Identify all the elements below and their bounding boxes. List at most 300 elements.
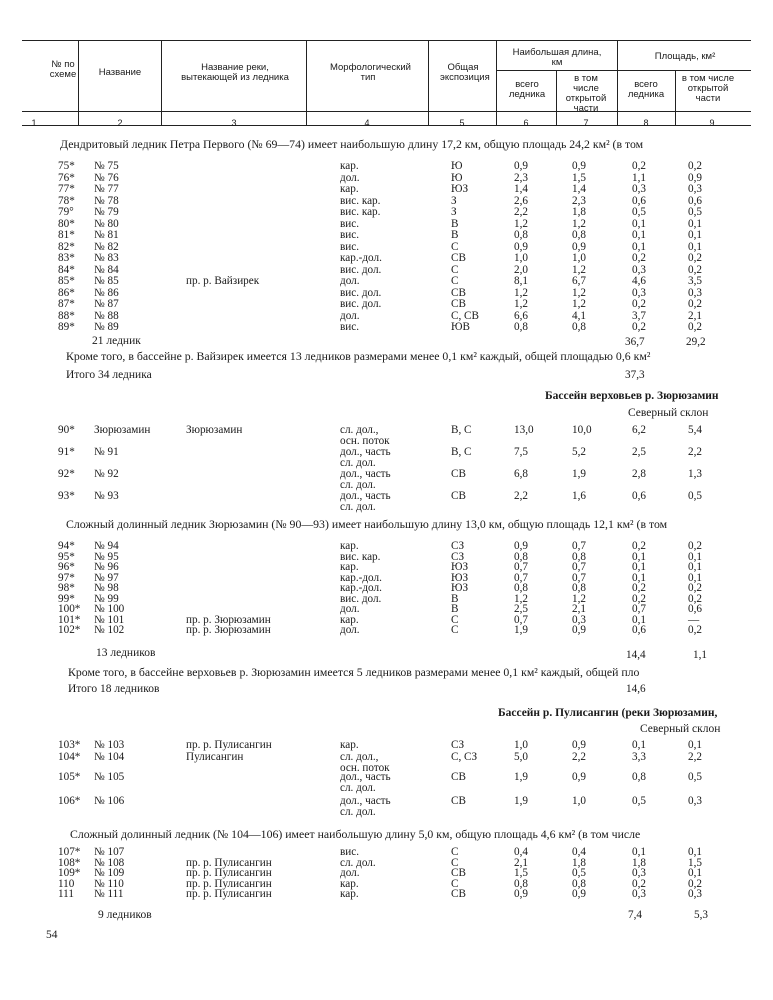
length-open: 1,0 (572, 795, 586, 807)
area-open: 0,2 (688, 321, 702, 333)
row-number: 110 (58, 877, 75, 890)
area-total: 0,3 (632, 867, 646, 879)
glacier-name: № 104 (94, 751, 125, 763)
table-row (0, 173, 773, 184)
note: Кроме того, в бассейне верховьев р. Зюрюзамин имеется 5 ледников размерами менее 0,1 км² каждый, общей пло (68, 665, 640, 679)
length-open: 0,8 (572, 877, 586, 890)
morph-type: вис. дол. (340, 286, 382, 299)
row-number: 88* (58, 309, 75, 322)
morph-type: кар. (340, 540, 359, 552)
glacier-name: № 82 (94, 240, 119, 253)
morph-type: дол., часть (340, 468, 391, 480)
area-total: 0,1 (632, 613, 646, 626)
exposure: ЮЗ (451, 582, 469, 594)
length-total: 2,1 (514, 856, 528, 869)
subtotal-label: 13 ледников (96, 647, 156, 659)
glacier-name: № 84 (94, 263, 119, 276)
morph-type: сл. дол. (340, 806, 376, 818)
area-total: 1,8 (632, 856, 646, 869)
river-name: пр. р. Пулисангин (186, 877, 272, 890)
exposure: В (451, 229, 459, 241)
length-open: 0,7 (572, 571, 586, 584)
row-number: 85* (58, 275, 75, 287)
table-row (0, 771, 773, 794)
table-row (0, 219, 773, 230)
table-row (0, 288, 773, 299)
length-total: 0,8 (514, 550, 528, 563)
col-divider (161, 40, 162, 125)
morph-type: кар.-дол. (340, 571, 382, 584)
length-total: 2,2 (514, 490, 528, 502)
glacier-name: № 75 (94, 160, 119, 172)
exposure: С (451, 613, 459, 626)
glacier-name: № 94 (94, 540, 119, 552)
morph-type: вис. (340, 321, 360, 333)
morph-type: сл. дол. (340, 782, 376, 794)
table-row (0, 889, 773, 900)
section-intro: Дендритовый ледник Петра Первого (№ 69—74) имеет наибольшую длину 17,2 км, общую площадь 24,2 км² (в том (60, 137, 644, 151)
morph-type: кар. (340, 613, 359, 626)
length-open: 0,9 (572, 739, 586, 751)
subtotal-open-area: 1,1 (693, 649, 707, 661)
row-number: 111 (58, 888, 74, 900)
area-open: 0,1 (688, 217, 702, 230)
length-open: 0,8 (572, 550, 586, 563)
area-total: 0,6 (632, 624, 646, 636)
area-open: 0,6 (688, 194, 702, 207)
length-total: 1,9 (514, 795, 528, 807)
area-open: 0,1 (688, 550, 702, 563)
row-number: 91* (58, 446, 75, 458)
glacier-name: № 83 (94, 252, 119, 264)
area-open: 0,1 (688, 571, 702, 584)
glacier-name: № 95 (94, 550, 119, 563)
note: Кроме того, в бассейне р. Вайзирек имеется 13 ледников размерами менее 0,1 км² каждый, общей площадью 0,6 км² (66, 349, 651, 363)
morph-type: кар. (340, 160, 359, 172)
morph-type: сл. дол., (340, 424, 379, 436)
area-open: 0,1 (688, 561, 702, 573)
length-total: 0,7 (514, 613, 528, 626)
exposure: СВ (451, 490, 466, 502)
length-total: 0,8 (514, 229, 528, 241)
length-open: 0,9 (572, 160, 586, 172)
subtotal-label: 9 ледников (98, 909, 152, 921)
row-number: 89* (58, 321, 75, 333)
length-open: 5,2 (572, 446, 586, 458)
length-total: 1,2 (514, 286, 528, 299)
header-col-exposure: Общая экспозиция (440, 62, 490, 83)
glacier-name: № 77 (94, 183, 119, 195)
length-total: 13,0 (514, 424, 534, 436)
exposure: С (451, 275, 459, 287)
subtotal-area: 14,4 (626, 649, 646, 661)
area-open: 0,5 (688, 206, 702, 218)
header-col-name: Название (98, 67, 142, 78)
length-open: 1,5 (572, 171, 586, 184)
length-total: 2,6 (514, 194, 528, 207)
total-label: Итого 34 ледника (66, 369, 152, 381)
morph-type: вис. кар. (340, 194, 381, 207)
header-number: 6 (523, 118, 529, 128)
glacier-name: № 99 (94, 592, 119, 605)
length-open: 0,9 (572, 771, 586, 783)
length-open: 1,8 (572, 206, 586, 218)
col-divider (617, 40, 618, 125)
glacier-name: № 80 (94, 217, 119, 230)
area-total: 0,1 (632, 561, 646, 573)
table-row (0, 196, 773, 207)
header-number: 1 (31, 118, 37, 128)
length-total: 2,5 (514, 603, 528, 615)
length-open: 1,2 (572, 298, 586, 310)
basin-title: Бассейн р. Пулисангин (реки Зюрюзамин, (498, 707, 718, 719)
morph-type: вис. (340, 846, 360, 858)
area-total: 0,2 (632, 540, 646, 552)
glacier-name: № 109 (94, 867, 125, 879)
area-total: 0,2 (632, 877, 646, 890)
area-open: 5,4 (688, 424, 702, 436)
header-col-area-total: всего ледника (627, 79, 665, 100)
exposure: С, СВ (451, 309, 479, 322)
area-open: 0,1 (688, 867, 702, 879)
river-name: Пулисангин (186, 751, 244, 763)
length-total: 0,9 (514, 160, 528, 172)
length-open: 2,1 (572, 603, 586, 615)
length-open: 4,1 (572, 309, 586, 322)
length-total: 1,0 (514, 252, 528, 264)
row-number: 98* (58, 582, 75, 594)
area-open: 0,3 (688, 183, 702, 195)
morph-type: вис. (340, 217, 360, 230)
exposure: СВ (451, 286, 466, 299)
morph-type: вис. (340, 240, 360, 253)
header-number: 4 (364, 118, 370, 128)
glacier-name: № 98 (94, 582, 119, 594)
glacier-name: № 92 (94, 468, 119, 480)
area-total: 3,3 (632, 751, 646, 763)
glacier-name: № 101 (94, 613, 125, 626)
area-total: 0,5 (632, 795, 646, 807)
section-intro: Сложный долинный ледник Зюрюзамин (№ 90—93) имеет наибольшую длину 13,0 км, общую площадь 12,1 км² (в том (66, 517, 668, 531)
exposure: В, С (451, 446, 472, 458)
glacier-name: № 85 (94, 275, 119, 287)
length-open: 10,0 (572, 424, 592, 436)
row-number: 93* (58, 490, 75, 502)
header-col-number: № по схеме (49, 59, 77, 80)
row-number: 75* (58, 160, 75, 172)
length-total: 8,1 (514, 275, 528, 287)
area-total: 3,7 (632, 309, 646, 322)
length-total: 6,8 (514, 468, 528, 480)
exposure: СВ (451, 795, 466, 807)
col-divider (675, 70, 676, 125)
exposure: СВ (451, 252, 466, 264)
area-total: 6,2 (632, 424, 646, 436)
exposure: СВ (451, 468, 466, 480)
exposure: СЗ (451, 739, 465, 751)
river-name: пр. р. Пулисангин (186, 888, 272, 900)
length-total: 1,2 (514, 298, 528, 310)
length-open: 2,3 (572, 194, 586, 207)
length-open: 2,2 (572, 751, 586, 763)
morph-type: дол. (340, 275, 360, 287)
exposure: В (451, 592, 459, 605)
morph-type: сл. дол. (340, 856, 376, 869)
exposure: ЮЗ (451, 183, 469, 195)
table-row (0, 184, 773, 195)
row-number: 97* (58, 571, 75, 584)
header-col-river: Название реки, вытекающей из ледника (181, 62, 289, 83)
row-number: 102* (58, 624, 81, 636)
length-open: 1,2 (572, 592, 586, 605)
area-open: 2,2 (688, 751, 702, 763)
area-total: 0,3 (632, 183, 646, 195)
exposure: СЗ (451, 550, 465, 563)
page-number: 54 (46, 929, 58, 941)
glacier-name: № 79 (94, 206, 119, 218)
morph-type: кар. (340, 877, 359, 890)
row-number: 78* (58, 194, 75, 207)
area-open: 0,3 (688, 795, 702, 807)
exposure: С, СЗ (451, 751, 478, 763)
exposure: ЮЗ (451, 571, 469, 584)
subtotal-open-area: 29,2 (686, 336, 706, 348)
area-open: 0,2 (688, 263, 702, 276)
row-number: 82* (58, 240, 75, 253)
col-divider (428, 40, 429, 125)
length-open: 6,7 (572, 275, 586, 287)
glacier-name: № 102 (94, 624, 125, 636)
area-open: 0,2 (688, 252, 702, 264)
area-total: 4,6 (632, 275, 646, 287)
area-open: — (688, 613, 700, 626)
length-total: 0,8 (514, 877, 528, 890)
river-name: Зюрюзамин (186, 424, 243, 436)
morph-type: кар.-дол. (340, 582, 382, 594)
length-open: 0,4 (572, 846, 586, 858)
glacier-name: № 76 (94, 171, 119, 184)
exposure: СВ (451, 867, 466, 879)
length-total: 0,9 (514, 888, 528, 900)
length-open: 0,5 (572, 867, 586, 879)
length-total: 1,9 (514, 624, 528, 636)
row-number: 104* (58, 751, 81, 763)
section-intro: Сложный долинный ледник (№ 104—106) имеет наибольшую длину 5,0 км, общую площадь 4,6 км² (в том числе (70, 827, 641, 841)
col-divider (556, 70, 557, 125)
morph-type: кар.-дол. (340, 252, 382, 264)
table-row (0, 740, 773, 751)
glacier-name: № 88 (94, 309, 119, 322)
row-number: 80* (58, 217, 75, 230)
length-open: 0,8 (572, 321, 586, 333)
length-total: 0,9 (514, 240, 528, 253)
morph-type: вис. дол. (340, 592, 382, 605)
header-number: 7 (583, 118, 589, 128)
row-number: 79° (58, 206, 74, 218)
table-row (0, 322, 773, 333)
morph-type: осн. поток (340, 435, 390, 447)
area-total: 0,1 (632, 739, 646, 751)
area-total: 0,5 (632, 206, 646, 218)
length-total: 0,9 (514, 540, 528, 552)
exposure: В (451, 603, 459, 615)
header-number: 2 (117, 118, 123, 128)
glacier-name: № 108 (94, 856, 125, 869)
morph-type: дол. (340, 624, 360, 636)
length-total: 1,9 (514, 771, 528, 783)
morph-type: дол. (340, 171, 360, 184)
table-row (0, 468, 773, 491)
table-row (0, 207, 773, 218)
area-open: 0,2 (688, 624, 702, 636)
exposure: В, С (451, 424, 472, 436)
glacier-name: Зюрюзамин (94, 424, 151, 436)
area-open: 0,3 (688, 286, 702, 299)
glacier-name: № 105 (94, 771, 125, 783)
table-row (0, 311, 773, 322)
exposure: СЗ (451, 540, 465, 552)
col-divider (78, 40, 79, 125)
area-open: 1,3 (688, 468, 702, 480)
table-row (0, 230, 773, 241)
total-area: 37,3 (625, 369, 645, 381)
exposure: Ю (451, 160, 463, 172)
table-row (0, 446, 773, 469)
area-total: 0,8 (632, 771, 646, 783)
river-name: пр. р. Зюрюзамин (186, 624, 271, 636)
length-open: 1,2 (572, 217, 586, 230)
area-total: 0,1 (632, 571, 646, 584)
morph-type: дол., часть (340, 446, 391, 458)
total-area: 14,6 (626, 683, 646, 695)
glacier-name: № 96 (94, 561, 119, 573)
row-number: 87* (58, 298, 75, 310)
exposure: С (451, 877, 459, 890)
area-open: 0,2 (688, 582, 702, 594)
morph-type: вис. дол. (340, 263, 382, 276)
length-total: 1,4 (514, 183, 528, 195)
glacier-name: № 87 (94, 298, 119, 310)
row-number: 108* (58, 856, 81, 869)
morph-type: сл. дол. (340, 479, 376, 491)
length-open: 0,9 (572, 624, 586, 636)
header-number: 5 (459, 118, 465, 128)
area-open: 0,6 (688, 603, 702, 615)
morph-type: дол. (340, 867, 360, 879)
length-open: 0,9 (572, 888, 586, 900)
length-total: 2,3 (514, 171, 528, 184)
exposure: С (451, 263, 459, 276)
exposure: С (451, 240, 459, 253)
glacier-name: № 78 (94, 194, 119, 207)
area-total: 0,1 (632, 229, 646, 241)
length-total: 2,0 (514, 263, 528, 276)
area-open: 0,5 (688, 771, 702, 783)
row-number: 86* (58, 286, 75, 299)
col-divider (306, 40, 307, 125)
area-open: 0,2 (688, 877, 702, 890)
exposure: ЮВ (451, 321, 470, 333)
row-number: 94* (58, 540, 75, 552)
morph-type: вис. кар. (340, 206, 381, 218)
area-total: 2,8 (632, 468, 646, 480)
length-total: 0,4 (514, 846, 528, 858)
area-total: 0,6 (632, 194, 646, 207)
col-divider (496, 40, 497, 125)
length-open: 1,6 (572, 490, 586, 502)
morph-type: сл. дол., (340, 751, 379, 763)
exposure: ЮЗ (451, 561, 469, 573)
morph-type: сл. дол. (340, 501, 376, 513)
area-total: 0,1 (632, 550, 646, 563)
length-total: 1,5 (514, 867, 528, 879)
header-group-length: Наибольшая длина, км (512, 47, 602, 68)
exposure: С (451, 856, 459, 869)
length-open: 1,2 (572, 286, 586, 299)
length-total: 1,2 (514, 592, 528, 605)
row-number: 84* (58, 263, 75, 276)
morph-type: вис. дол. (340, 298, 382, 310)
length-open: 0,7 (572, 561, 586, 573)
length-total: 0,7 (514, 571, 528, 584)
table-row (0, 276, 773, 287)
glacier-name: № 97 (94, 571, 119, 584)
area-total: 2,5 (632, 446, 646, 458)
table-row (0, 490, 773, 513)
morph-type: дол., часть (340, 490, 391, 502)
glacier-name: № 103 (94, 739, 125, 751)
morph-type: кар. (340, 183, 359, 195)
length-open: 0,8 (572, 229, 586, 241)
area-open: 0,1 (688, 240, 702, 253)
morph-type: кар. (340, 888, 359, 900)
row-number: 103* (58, 739, 81, 751)
area-total: 1,1 (632, 171, 646, 184)
river-name: пр. р. Пулисангин (186, 739, 272, 751)
river-name: пр. р. Пулисангин (186, 867, 272, 879)
row-number: 90* (58, 424, 75, 436)
length-open: 0,7 (572, 540, 586, 552)
subtotal-area: 36,7 (625, 336, 645, 348)
row-number: 107* (58, 846, 81, 858)
header-col-morph: Морфологический тип (330, 62, 411, 83)
area-total: 0,2 (632, 298, 646, 310)
glacier-name: № 86 (94, 286, 119, 299)
basin-title: Бассейн верховьев р. Зюрюзамин (545, 390, 719, 402)
area-open: 1,5 (688, 856, 702, 869)
exposure: С (451, 624, 459, 636)
morph-type: вис. (340, 229, 360, 241)
glacier-name: № 110 (94, 877, 124, 890)
row-number: 77* (58, 183, 75, 195)
row-number: 99* (58, 592, 75, 605)
area-open: 0,1 (688, 846, 702, 858)
exposure: С (451, 846, 459, 858)
row-number: 92* (58, 468, 75, 480)
morph-type: сл. дол. (340, 457, 376, 469)
table-row (0, 265, 773, 276)
area-total: 0,2 (632, 592, 646, 605)
area-total: 0,1 (632, 240, 646, 253)
river-name: пр. р. Пулисангин (186, 856, 272, 869)
area-open: 0,1 (688, 229, 702, 241)
area-total: 0,7 (632, 603, 646, 615)
area-open: 0,3 (688, 888, 702, 900)
table-row (0, 795, 773, 818)
header-col-length-open: в том числе открытой части (565, 73, 607, 114)
header-number: 9 (709, 118, 715, 128)
length-total: 2,2 (514, 206, 528, 218)
